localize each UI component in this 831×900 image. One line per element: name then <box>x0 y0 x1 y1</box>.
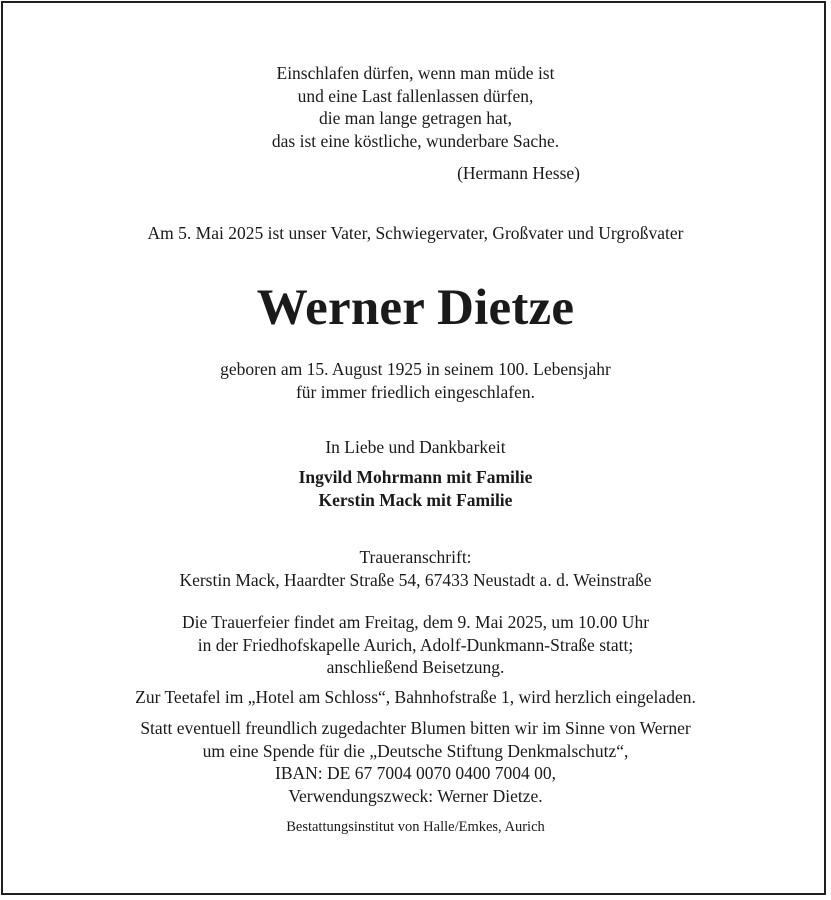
tea-text: Zur Teetafel im „Hotel am Schloss“, Bahnhofstraße 1, wird herzlich eingeladen. <box>135 687 696 707</box>
donation-request <box>0 717 831 807</box>
mourning-address <box>0 546 831 591</box>
mourner-name: Kerstin Mack mit Familie <box>318 489 513 510</box>
funeral-info <box>0 611 831 679</box>
death-announcement-intro <box>0 222 831 245</box>
donation-line: um eine Spende für die „Deutsche Stiftung Denkmalschutz“, <box>202 740 629 761</box>
deceased-name: Werner Dietze <box>256 280 575 336</box>
address-value: Kerstin Mack, Haardter Straße 54, 67433 Neustadt a. d. Weinstraße <box>179 569 652 590</box>
tea-invitation <box>0 686 831 709</box>
mourners-list <box>0 466 831 511</box>
poem-line: und eine Last fallenlassen dürfen, <box>297 85 534 106</box>
funeral-line: anschließend Beisetzung. <box>326 657 505 677</box>
undertaker <box>0 818 831 836</box>
dedication <box>0 436 831 459</box>
poem-line: das ist eine köstliche, wunderbare Sache. <box>271 130 560 151</box>
mourner-name: Ingvild Mohrmann mit Familie <box>298 467 533 487</box>
intro-text: Am 5. Mai 2025 ist unser Vater, Schwiegervater, Großvater und Urgroßvater <box>147 223 684 243</box>
birth-line: für immer friedlich eingeschlafen. <box>295 381 536 402</box>
poem <box>0 62 831 152</box>
poem-line: die man lange getragen hat, <box>319 108 512 128</box>
birth-info <box>0 358 831 403</box>
donation-line: Statt eventuell freundlich zugedachter Blumen bitten wir im Sinne von Werner <box>140 718 691 738</box>
birth-line: geboren am 15. August 1925 in seinem 100. Lebensjahr <box>220 359 611 379</box>
funeral-line: in der Friedhofskapelle Aurich, Adolf-Dunkmann-Straße statt; <box>197 634 634 655</box>
donation-line: Verwendungszweck: Werner Dietze. <box>288 785 543 806</box>
dedication-text: In Liebe und Dankbarkeit <box>325 437 506 457</box>
undertaker-text: Bestattungsinstitut von Halle/Emkes, Aurich <box>286 819 545 835</box>
funeral-line: Die Trauerfeier findet am Freitag, dem 9. Mai 2025, um 10.00 Uhr <box>181 612 650 632</box>
address-label: Traueranschrift: <box>359 547 472 567</box>
poem-line: Einschlafen dürfen, wenn man müde ist <box>276 63 555 83</box>
poem-attribution: (Hermann Hesse) <box>457 163 580 183</box>
donation-line: IBAN: DE 67 7004 0070 0400 7004 00, <box>275 763 556 783</box>
